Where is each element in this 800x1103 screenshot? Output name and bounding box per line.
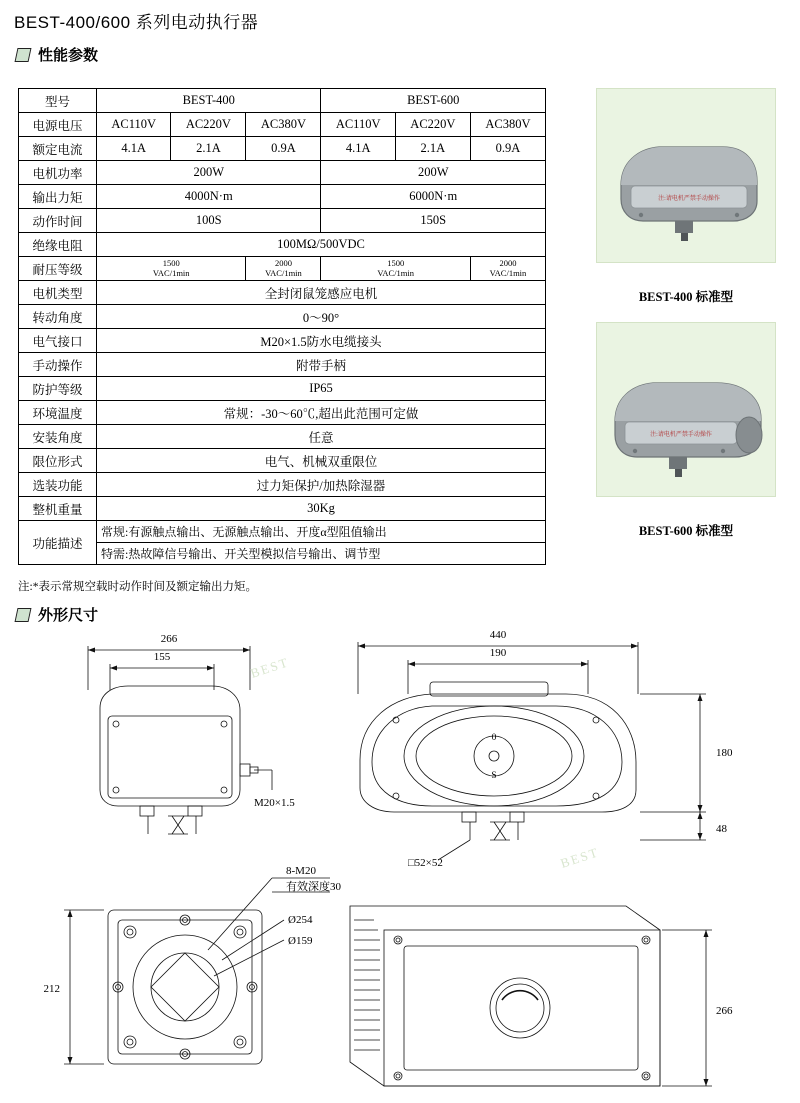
cell-value: 2000 VAC/1min (470, 257, 545, 281)
cell-value: 4.1A (321, 137, 395, 161)
dim-square: □52×52 (408, 857, 443, 869)
dim-m20: M20×1.5 (254, 797, 295, 809)
table-row (19, 113, 546, 137)
cell-value: 4.1A (97, 137, 171, 161)
actuator-illustration-600 (597, 323, 777, 498)
cell-value: 常规：-30～60℃,超出此范围可定做 (97, 401, 546, 425)
cell-value: 4000N·m (97, 185, 321, 209)
row-label: 电源电压 (19, 113, 97, 137)
table-row (19, 89, 546, 113)
row-label: 绝缘电阻 (19, 233, 97, 257)
drawing-svg (0, 620, 800, 1103)
section-title-performance: 性能参数 (38, 47, 99, 64)
dim-266-top: 266 (160, 633, 178, 645)
table-row (19, 281, 546, 305)
cell-value: AC220V (395, 113, 470, 137)
dim-depth: 有效深度30 (286, 881, 341, 893)
row-label: 电机功率 (19, 161, 97, 185)
row-label: 功能描述 (19, 521, 97, 565)
table-row (19, 521, 546, 543)
dim-180: 180 (716, 747, 733, 759)
table-row (19, 425, 546, 449)
row-label: 转动角度 (19, 305, 97, 329)
cell-value: BEST-600 (321, 89, 546, 113)
specification-table (18, 88, 546, 565)
cell-value: 1500 VAC/1min (97, 257, 246, 281)
dim-266-bottom: 266 (716, 1005, 733, 1017)
cell-value: AC380V (246, 113, 321, 137)
cell-value: 2.1A (171, 137, 246, 161)
cell-value: 0.9A (246, 137, 321, 161)
cell-value: BEST-400 (97, 89, 321, 113)
cell-value: 电气、机械双重限位 (97, 449, 546, 473)
table-row (19, 377, 546, 401)
table-row (19, 209, 546, 233)
svg-text:注:请电机严禁手动操作: 注:请电机严禁手动操作 (658, 196, 720, 202)
actuator-illustration-400 (597, 89, 777, 264)
row-label: 整机重量 (19, 497, 97, 521)
cell-value: M20×1.5防水电缆接头 (97, 329, 546, 353)
row-label: 耐压等级 (19, 257, 97, 281)
row-label: 选装功能 (19, 473, 97, 497)
cell-value: 任意 (97, 425, 546, 449)
section-marker-icon (15, 48, 32, 62)
cell-value: 全封闭鼠笼感应电机 (97, 281, 546, 305)
row-label: 防护等级 (19, 377, 97, 401)
product-photo-best400 (596, 88, 776, 263)
cell-value: AC110V (321, 113, 395, 137)
row-label: 输出力矩 (19, 185, 97, 209)
row-label: 安装角度 (19, 425, 97, 449)
table-row (19, 543, 546, 565)
watermark: BEST (248, 654, 291, 681)
cell-value: 100MΩ/500VDC (97, 233, 546, 257)
cell-value: 200W (97, 161, 321, 185)
photo-caption-best600: BEST-600 标准型 (638, 524, 734, 538)
cell-value: 6000N·m (321, 185, 546, 209)
cell-value: 2000 VAC/1min (246, 257, 321, 281)
dim-440: 440 (489, 629, 507, 641)
dim-d254: Ø254 (288, 914, 313, 926)
cell-value: 200W (321, 161, 546, 185)
row-label: 环境温度 (19, 401, 97, 425)
table-row (19, 401, 546, 425)
table-row (19, 497, 546, 521)
table-row (19, 449, 546, 473)
row-label: 动作时间 (19, 209, 97, 233)
dim-8-m20: 8-M20 (286, 865, 316, 877)
photo-caption-best400: BEST-400 标准型 (638, 290, 734, 304)
dial-shut-label: S (491, 771, 497, 781)
row-label: 限位形式 (19, 449, 97, 473)
cell-value: 2.1A (395, 137, 470, 161)
row-label: 额定电流 (19, 137, 97, 161)
cell-value: 150S (321, 209, 546, 233)
table-row (19, 161, 546, 185)
cell-value: 1500 VAC/1min (321, 257, 470, 281)
dim-190: 190 (489, 647, 507, 659)
section-header-performance (16, 44, 98, 65)
cell-value: 0～90° (97, 305, 546, 329)
cell-value: 常规:有源触点输出、无源触点输出、开度α型阻值输出 (97, 521, 546, 543)
row-label: 电气接口 (19, 329, 97, 353)
table-footnote: 注:*表示常规空载时动作时间及额定输出力矩。 (18, 581, 257, 593)
dim-155: 155 (153, 651, 171, 663)
table-row (19, 137, 546, 161)
cell-value: AC110V (97, 113, 171, 137)
table-row (19, 185, 546, 209)
dim-212: 212 (43, 983, 60, 995)
cell-value: 30Kg (97, 497, 546, 521)
cell-value: 过力矩保护/加热除湿器 (97, 473, 546, 497)
table-row (19, 329, 546, 353)
cell-value: 特需:热故障信号输出、开关型模拟信号输出、调节型 (97, 543, 546, 565)
cell-value: 0.9A (470, 137, 545, 161)
watermark: BEST (558, 844, 601, 871)
table-row (19, 353, 546, 377)
cell-value: 附带手柄 (97, 353, 546, 377)
cell-value: 100S (97, 209, 321, 233)
cell-value: AC380V (470, 113, 545, 137)
table-row (19, 473, 546, 497)
row-label: 手动操作 (19, 353, 97, 377)
row-label: 电机类型 (19, 281, 97, 305)
dim-48: 48 (716, 823, 727, 835)
table-row (19, 305, 546, 329)
cell-value: IP65 (97, 377, 546, 401)
row-label: 型号 (19, 89, 97, 113)
table-row (19, 233, 546, 257)
dial-open-label: 0 (491, 733, 497, 743)
page-title: BEST-400/600 系列电动执行器 (14, 13, 259, 32)
svg-text:注:请电机严禁手动操作: 注:请电机严禁手动操作 (650, 432, 712, 438)
cell-value: AC220V (171, 113, 246, 137)
table-row (19, 257, 546, 281)
dimension-drawings (0, 620, 800, 1103)
dim-d159: Ø159 (288, 935, 313, 947)
product-photo-best600 (596, 322, 776, 497)
spec-table-wrap (18, 88, 546, 565)
section-title-dimensions: 外形尺寸 (38, 607, 99, 624)
